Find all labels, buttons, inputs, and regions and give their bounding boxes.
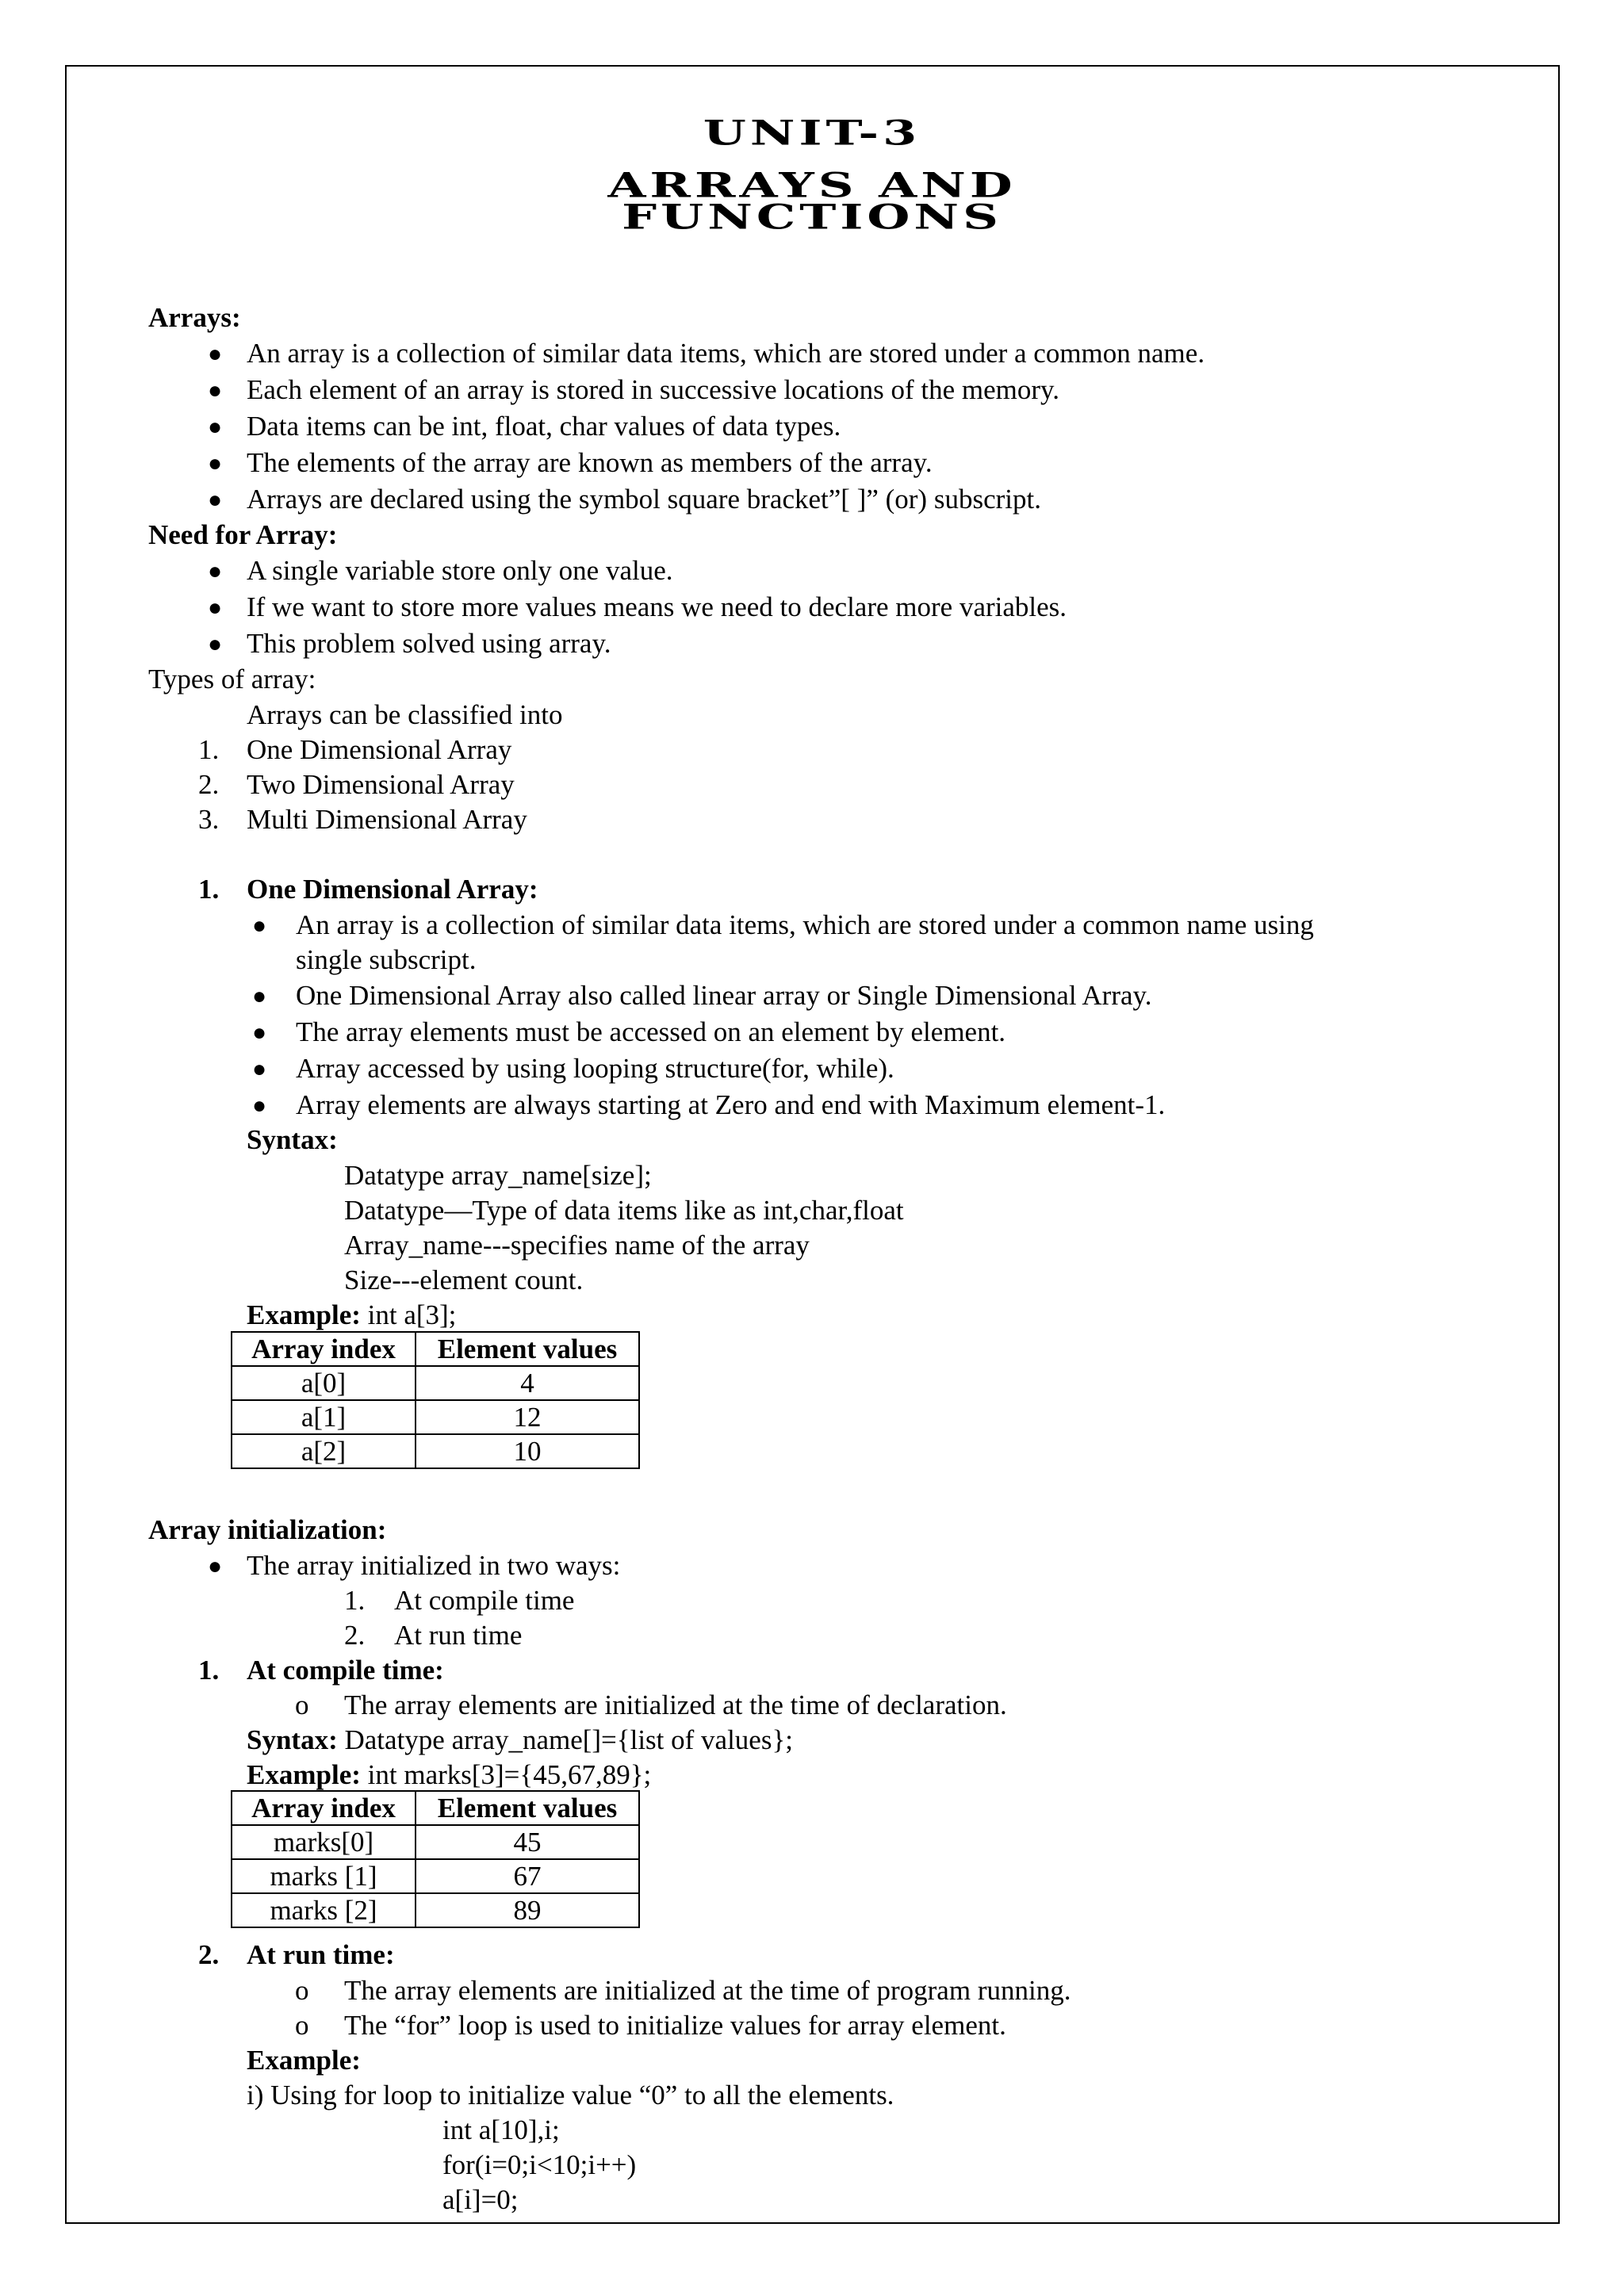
syntax-line-1: Datatype array_name[size]; (344, 1160, 652, 1191)
types-intro: Arrays can be classified into (247, 699, 563, 730)
code-line-2: for(i=0;i<10;i++) (442, 2149, 637, 2180)
table-header-values: Element values (416, 1332, 639, 1366)
bullet-icon: ● (252, 1020, 267, 1046)
syntax-line-4: Size---element count. (344, 1265, 584, 1295)
one-dim-bullet-4: Array accessed by using looping structure(for, while). (296, 1053, 894, 1084)
table-cell-index: a[0] (232, 1366, 416, 1400)
table-cell-index: marks [2] (232, 1893, 416, 1927)
bullet-icon: ● (208, 631, 223, 657)
table-row (232, 1825, 639, 1859)
bullet-icon: ● (208, 1553, 223, 1579)
table-cell-value: 10 (416, 1434, 639, 1468)
need-bullet-1: A single variable store only one value. (247, 555, 673, 586)
need-bullet-3: This problem solved using array. (247, 628, 611, 659)
init-heading: Array initialization: (148, 1514, 387, 1545)
runtime-sub-bullet-2: The “for” loop is used to initialize values for array element. (344, 2010, 1006, 2041)
bullet-icon: ● (208, 595, 223, 621)
code-line-1: int a[10],i; (442, 2114, 560, 2145)
table-row (232, 1400, 639, 1434)
compile-num: 1. (198, 1655, 220, 1686)
one-dim-heading: One Dimensional Array: (247, 874, 538, 905)
types-item-2: Two Dimensional Array (247, 769, 515, 800)
table-cell-value: 45 (416, 1825, 639, 1859)
bullet-icon: ● (208, 450, 223, 476)
table-header-row (232, 1791, 639, 1825)
table-cell-value: 4 (416, 1366, 639, 1400)
compile-example-code: int marks[3]={45,67,89}; (360, 1759, 652, 1790)
types-heading: Types of array: (148, 664, 316, 695)
example-line (247, 1301, 456, 1329)
table-header-index: Array index (232, 1332, 416, 1366)
table-row (232, 1366, 639, 1400)
runtime-heading: At run time: (247, 1939, 395, 1970)
init-way-2: At run time (394, 1620, 523, 1651)
arrays-bullet-4: The elements of the array are known as members of the array. (247, 447, 933, 478)
bullet-icon: ● (208, 341, 223, 367)
table-cell-index: a[2] (232, 1434, 416, 1468)
compile-sub-bullet: The array elements are initialized at the time of declaration. (344, 1689, 1007, 1720)
one-dim-bullet-5: Array elements are always starting at Zero and end with Maximum element-1. (296, 1089, 1166, 1120)
one-dim-bullet-1-line1: An array is a collection of similar data items, which are stored under a common name using (296, 909, 1314, 940)
compile-heading: At compile time: (247, 1655, 444, 1686)
types-item-3: Multi Dimensional Array (247, 804, 527, 835)
compile-syntax-line (247, 1726, 793, 1754)
runtime-example-label: Example: (247, 2045, 361, 2076)
types-item-1: One Dimensional Array (247, 734, 512, 765)
bullet-icon: ● (252, 983, 267, 1009)
array-table-2 (231, 1790, 640, 1928)
example-code: int a[3]; (360, 1299, 457, 1330)
init-way-num-1: 1. (344, 1585, 366, 1616)
compile-example-label: Example: (247, 1759, 361, 1790)
circle-bullet-icon: o (295, 2010, 309, 2041)
need-heading: Need for Array: (148, 519, 338, 550)
arrays-bullet-3: Data items can be int, float, char values of data types. (247, 411, 841, 442)
compile-example-line (247, 1761, 651, 1789)
one-dim-bullet-3: The array elements must be accessed on an element by element. (296, 1016, 1006, 1047)
chapter-title-line2: FUNCTIONS (622, 197, 1002, 238)
bullet-icon: ● (208, 487, 223, 513)
arrays-bullet-1: An array is a collection of similar data items, which are stored under a common name. (247, 338, 1205, 369)
arrays-heading: Arrays: (148, 302, 241, 333)
syntax-line-3: Array_name---specifies name of the array (344, 1230, 810, 1261)
table-row (232, 1859, 639, 1893)
arrays-bullet-5: Arrays are declared using the symbol square bracket”[ ]” (or) subscript. (247, 484, 1041, 515)
table-cell-value: 89 (416, 1893, 639, 1927)
runtime-sub-bullet-1: The array elements are initialized at the time of program running. (344, 1975, 1071, 2006)
bullet-icon: ● (252, 1093, 267, 1119)
table-cell-index: marks[0] (232, 1825, 416, 1859)
table-row (232, 1434, 639, 1468)
table-cell-index: a[1] (232, 1400, 416, 1434)
bullet-icon: ● (252, 913, 267, 939)
chapter-title-line1: ARRAYS AND (607, 165, 1017, 206)
bullet-icon: ● (208, 377, 223, 404)
bullet-icon: ● (252, 1056, 267, 1082)
table-row (232, 1893, 639, 1927)
code-line-3: a[i]=0; (442, 2184, 519, 2215)
compile-syntax-label: Syntax: (247, 1724, 338, 1755)
one-dim-bullet-2: One Dimensional Array also called linear array or Single Dimensional Array. (296, 980, 1152, 1011)
arrays-bullet-2: Each element of an array is stored in successive locations of the memory. (247, 374, 1060, 405)
compile-syntax-text: Datatype array_name[]={list of values}; (337, 1724, 793, 1755)
one-dim-num: 1. (198, 874, 220, 905)
init-way-num-2: 2. (344, 1620, 366, 1651)
init-bullet: The array initialized in two ways: (247, 1550, 621, 1581)
table-cell-index: marks [1] (232, 1859, 416, 1893)
circle-bullet-icon: o (295, 1975, 309, 2006)
circle-bullet-icon: o (295, 1689, 309, 1720)
runtime-num: 2. (198, 1939, 220, 1970)
runtime-example-line: i) Using for loop to initialize value “0” to all the elements. (247, 2080, 894, 2110)
table-header-row (232, 1332, 639, 1366)
types-num-1: 1. (198, 734, 220, 765)
bullet-icon: ● (208, 558, 223, 584)
table-header-values: Element values (416, 1791, 639, 1825)
unit-title: UNIT-3 (703, 113, 921, 154)
table-header-index: Array index (232, 1791, 416, 1825)
table-cell-value: 67 (416, 1859, 639, 1893)
array-table-1 (231, 1331, 640, 1469)
bullet-icon: ● (208, 414, 223, 440)
syntax-line-2: Datatype—Type of data items like as int,char,float (344, 1195, 904, 1226)
types-num-3: 3. (198, 804, 220, 835)
types-num-2: 2. (198, 769, 220, 800)
syntax-label: Syntax: (247, 1124, 338, 1155)
need-bullet-2: If we want to store more values means we need to declare more variables. (247, 591, 1067, 622)
init-way-1: At compile time (394, 1585, 575, 1616)
table-cell-value: 12 (416, 1400, 639, 1434)
example-label: Example: (247, 1299, 361, 1330)
one-dim-bullet-1-line2: single subscript. (296, 944, 477, 975)
